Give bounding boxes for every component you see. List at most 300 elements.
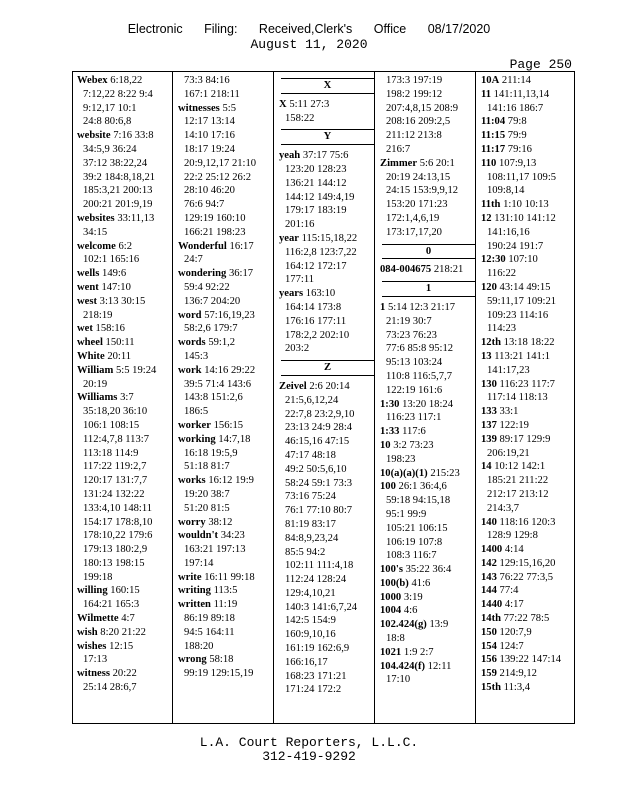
index-entry-line	[279, 246, 376, 260]
index-entry-line	[77, 267, 174, 281]
page-line-refs: 102:11 111:4,18	[285, 560, 354, 572]
page-line-refs: 46:15,16 47:15	[285, 436, 350, 448]
page-line-refs: 144:12 149:4,19	[285, 191, 355, 203]
footer-company: L.A. Court Reporters, L.L.C.	[199, 735, 419, 750]
index-entry-line	[481, 516, 578, 530]
page-line-refs: 129:19 160:10	[184, 212, 246, 224]
page-line-refs: 116:2,8 123:7,22	[285, 246, 357, 258]
page-line-refs: 131:24 132:22	[83, 488, 145, 500]
index-term: wish	[77, 626, 98, 638]
page-line-refs: 143:8 151:2,6	[184, 392, 243, 404]
page-line-refs: 161:19 162:6,9	[285, 643, 350, 655]
page-line-refs: 112:4,7,8 113:7	[83, 433, 150, 445]
index-entry-line	[380, 673, 477, 687]
page-line-refs: 116:22	[487, 268, 517, 280]
page-line-refs: 77:22 78:5	[503, 613, 550, 625]
page-line-refs: 160:9,10,16	[285, 629, 336, 641]
page-line-refs: 150:11	[105, 337, 135, 349]
index-entry-line	[380, 301, 477, 315]
index-entry-line	[77, 240, 174, 254]
index-term: 159	[481, 668, 497, 680]
page-line-refs: 5:14 12:3 21:17	[387, 301, 456, 313]
index-term: 154	[481, 640, 497, 652]
index-entry-line	[178, 391, 275, 405]
index-entry-line	[77, 322, 174, 336]
page-line-refs: 76:6 94:7	[184, 199, 225, 211]
page-line-refs: 22:7,8 23:2,9,10	[285, 408, 355, 420]
index-entry-line	[481, 309, 578, 323]
index-entry-line	[77, 460, 174, 474]
index-entry-line	[481, 502, 578, 516]
index-entry-line	[178, 240, 275, 254]
page-line-refs: 147:10	[101, 281, 131, 293]
index-term: 15th	[481, 682, 502, 694]
page-line-refs: 117:6	[402, 426, 426, 438]
index-entry-line	[481, 543, 578, 557]
page-line-refs: 201:16	[285, 219, 315, 231]
index-entry-line	[380, 102, 477, 116]
page-line-refs: 35:18,20 36:10	[83, 406, 148, 418]
page-line-refs: 112:24 128:24	[285, 574, 347, 586]
page-line-refs: 59:1,2	[208, 337, 236, 349]
index-entry-line	[481, 667, 578, 681]
page-line-refs: 33:11,13	[117, 212, 155, 224]
index-entry-line	[77, 516, 174, 530]
page-line-refs: 20:11	[107, 350, 132, 362]
index-entry-line	[178, 281, 275, 295]
page-line-refs: 142:5 154:9	[285, 615, 336, 627]
page-line-refs: 107:9,13	[498, 157, 537, 169]
page-line-refs: 110:8 116:5,7,7	[386, 370, 453, 382]
section-heading: Y	[281, 129, 374, 145]
index-entry-line	[380, 508, 477, 522]
page-line-refs: 4:6	[403, 605, 418, 617]
index-term: 100(b)	[380, 577, 409, 589]
page-line-refs: 14:7,18	[218, 433, 251, 445]
page-line-refs: 17:13	[83, 654, 108, 666]
page-line-refs: 120:17 131:7,7	[83, 475, 148, 487]
index-term: Webex	[77, 75, 108, 86]
index-entry-line	[77, 378, 174, 392]
index-entry-line	[178, 129, 275, 143]
index-term: 142	[481, 557, 497, 569]
index-entry-line	[481, 364, 578, 378]
index-entry-line	[481, 74, 578, 88]
page-line-refs: 149:6	[102, 268, 127, 280]
filing-label: Filing:	[204, 22, 238, 36]
index-entry-line	[279, 149, 376, 163]
index-entry-line	[77, 198, 174, 212]
index-entry-line	[279, 573, 376, 587]
index-entry-line	[481, 240, 578, 254]
index-entry-line	[77, 474, 174, 488]
page-line-refs: 163:10	[305, 288, 336, 300]
filing-electronic: Electronic	[127, 22, 183, 36]
index-entry-line	[178, 667, 275, 681]
index-entry-line	[481, 102, 578, 116]
index-entry-line	[178, 433, 275, 447]
index-entry-line	[178, 626, 275, 640]
page-line-refs: 3:7	[120, 392, 134, 404]
page-line-refs: 16:18 19:5,9	[184, 447, 238, 459]
index-entry-line	[481, 571, 578, 585]
page-line-refs: 81:19 83:17	[285, 518, 336, 530]
index-entry-line	[279, 628, 376, 642]
index-entry-line	[279, 546, 376, 560]
page-line-refs: 160:15	[110, 585, 140, 597]
index-entry-line	[481, 267, 578, 281]
index-column-2	[178, 74, 275, 722]
page-line-refs: 2:6 20:14	[309, 380, 350, 392]
index-entry-line	[380, 143, 477, 157]
index-term: 139	[481, 433, 497, 445]
index-term: 11:04	[481, 116, 506, 128]
page-line-refs: 113:21 141:1	[494, 350, 551, 362]
index-term: 102.424(g)	[380, 619, 427, 631]
page-line-refs: 14:10 17:16	[184, 130, 235, 142]
index-entry-line	[77, 488, 174, 502]
index-entry-line	[279, 301, 376, 315]
page-line-refs: 122:19	[499, 419, 529, 431]
index-entry-line	[279, 477, 376, 491]
page-line-refs: 1:9 2:7	[403, 646, 434, 658]
index-term: 084-004675	[380, 264, 432, 276]
page-line-refs: 158:16	[95, 323, 125, 335]
page-line-refs: 139:22 147:14	[499, 654, 562, 666]
index-term: year	[279, 232, 299, 244]
page-line-refs: 4:14	[504, 544, 524, 556]
index-entry-line	[481, 212, 578, 226]
index-entry-line	[279, 559, 376, 573]
index-entry-line	[279, 380, 376, 394]
index-term: William	[77, 364, 114, 376]
page-line-refs: 79:16	[507, 143, 532, 155]
page-line-refs: 36:17	[228, 268, 254, 280]
page-number: Page 250	[509, 57, 572, 72]
index-term: written	[178, 599, 211, 611]
page-line-refs: 168:23 171:21	[285, 670, 347, 682]
index-entry-line	[279, 670, 376, 684]
index-entry-line	[77, 405, 174, 419]
page-line-refs: 73:3 84:16	[184, 75, 230, 86]
index-term: X	[279, 98, 287, 110]
index-term: website	[77, 130, 111, 142]
page-line-refs: 200:21 201:9,19	[83, 199, 153, 211]
index-entry-line	[481, 419, 578, 433]
page-line-refs: 5:5 19:24	[115, 364, 157, 376]
index-term: yeah	[279, 150, 301, 162]
page-line-refs: 145:3	[184, 350, 209, 362]
page-line-refs: 7:12,22 8:22 9:4	[83, 88, 153, 100]
index-entry-line	[279, 642, 376, 656]
page-line-refs: 14:16 29:22	[204, 364, 256, 376]
index-entry-line	[380, 604, 477, 618]
index-term: wrong	[178, 654, 207, 666]
page-line-refs: 59:11,17 109:21	[487, 295, 557, 307]
hearing-date: August 11, 2020	[250, 37, 368, 52]
index-term: White	[77, 350, 105, 362]
page-line-refs: 76:22 77:3,5	[499, 571, 554, 583]
index-entry-line	[77, 157, 174, 171]
index-entry-line	[77, 571, 174, 585]
page-line-refs: 179:13 180:2,9	[83, 544, 148, 556]
page-line-refs: 12:11	[427, 660, 452, 672]
page-line-refs: 124:7	[499, 640, 524, 652]
page-line-refs: 164:21 165:3	[83, 599, 140, 611]
page-line-refs: 59:18 94:15,18	[386, 495, 451, 507]
index-term: 120	[481, 281, 497, 293]
page-line-refs: 24:7	[184, 254, 203, 266]
page-line-refs: 177:11	[285, 274, 315, 286]
index-term: witnesses	[178, 102, 220, 114]
page-line-refs: 13:20 18:24	[402, 398, 453, 410]
index-entry-line	[481, 640, 578, 654]
page-line-refs: 107:10	[508, 254, 538, 266]
page-line-refs: 21:19 30:7	[386, 315, 432, 327]
index-entry-line	[279, 490, 376, 504]
index-entry-line	[481, 322, 578, 336]
index-entry-line	[380, 115, 477, 129]
index-entry-line	[380, 184, 477, 198]
page-line-refs: 140:3 141:6,7,24	[285, 601, 358, 613]
index-entry-line	[178, 102, 275, 116]
index-entry-line	[481, 171, 578, 185]
index-term: 13	[481, 350, 492, 362]
page-line-refs: 185:21 211:22	[487, 475, 549, 487]
page-line-refs: 9:12,17 10:1	[83, 102, 137, 114]
page-line-refs: 11:19	[213, 599, 238, 611]
index-entry-line	[77, 653, 174, 667]
index-term: welcome	[77, 240, 116, 252]
index-term: 14	[481, 461, 492, 473]
index-entry-line	[481, 143, 578, 157]
filing-office: Office	[373, 22, 407, 36]
page-line-refs: 8:20 21:22	[100, 626, 146, 638]
page-line-refs: 95:1 99:9	[386, 508, 427, 520]
index-entry-line	[77, 88, 174, 102]
page-line-refs: 133:4,10 148:11	[83, 502, 153, 514]
page-line-refs: 99:19 129:15,19	[184, 668, 254, 680]
page-line-refs: 113:5	[213, 585, 238, 597]
page-line-refs: 154:17 178:8,10	[83, 516, 153, 528]
index-entry-line	[77, 226, 174, 240]
page-line-refs: 4:17	[504, 599, 524, 611]
index-entry-line	[380, 646, 477, 660]
index-entry-line	[279, 518, 376, 532]
page-line-refs: 41:6	[411, 577, 431, 589]
index-entry-line	[279, 163, 376, 177]
page-line-refs: 197:14	[184, 557, 214, 569]
footer-phone: 312-419-9292	[262, 749, 356, 764]
index-term: 11	[481, 88, 492, 100]
page-line-refs: 199:18	[83, 571, 113, 583]
page-line-refs: 37:17 75:6	[302, 150, 349, 162]
index-entry-line	[380, 480, 477, 494]
index-term: 10A	[481, 75, 500, 86]
index-term: writing	[178, 585, 211, 597]
index-term: Zeivel	[279, 380, 307, 392]
page-line-refs: 129:15,16,20	[499, 557, 556, 569]
index-entry-line	[279, 463, 376, 477]
index-entry-line	[481, 405, 578, 419]
index-entry-line	[178, 267, 275, 281]
index-term: worker	[178, 419, 211, 431]
page-line-refs: 94:5 164:11	[184, 626, 235, 638]
index-entry-line	[380, 384, 477, 398]
page-line-refs: 18:17 19:24	[184, 143, 235, 155]
page-line-refs: 208:16 209:2,5	[386, 116, 451, 128]
page-line-refs: 20:19 24:13,15	[386, 171, 451, 183]
page-line-refs: 34:15	[83, 226, 108, 238]
page-line-refs: 188:20	[184, 640, 214, 652]
index-entry-line	[77, 102, 174, 116]
page-line-refs: 116:23 117:1	[386, 412, 442, 424]
page-line-refs: 186:5	[184, 406, 209, 418]
page-line-refs: 26:1 36:4,6	[398, 481, 447, 493]
page-line-refs: 207:4,8,15 208:9	[386, 102, 459, 114]
page-line-refs: 190:24 191:7	[487, 240, 544, 252]
index-term: 1:33	[380, 426, 400, 438]
index-entry-line	[178, 322, 275, 336]
page-line-refs: 117:22 119:2,7	[83, 461, 147, 473]
page-line-refs: 198:23	[386, 453, 416, 465]
index-entry-line	[178, 198, 275, 212]
index-entry-line	[380, 88, 477, 102]
index-entry-line	[380, 439, 477, 453]
index-entry-line	[279, 329, 376, 343]
page-line-refs: 16:11 99:18	[204, 571, 255, 583]
index-entry-line	[380, 591, 477, 605]
page-line-refs: 156:15	[213, 419, 244, 431]
page-line-refs: 77:4	[499, 585, 519, 597]
page-line-refs: 85:5 94:2	[285, 546, 326, 558]
page-line-refs: 136:7 204:20	[184, 295, 241, 307]
index-entry-line	[178, 584, 275, 598]
page-line-refs: 206:19,21	[487, 447, 530, 459]
index-entry-line	[77, 336, 174, 350]
page-line-refs: 12:15	[109, 640, 134, 652]
page-line-refs: 128:9 129:8	[487, 530, 538, 542]
index-entry-line	[481, 129, 578, 143]
index-entry-line	[279, 177, 376, 191]
page-line-refs: 218:19	[83, 309, 113, 321]
page-line-refs: 34:5,9 36:24	[83, 143, 137, 155]
index-term: 104.424(f)	[380, 660, 426, 672]
index-entry-line	[77, 433, 174, 447]
page-line-refs: 216:7	[386, 143, 411, 155]
index-entry-line	[178, 612, 275, 626]
page-line-refs: 43:14 49:15	[499, 281, 551, 293]
index-entry-line	[481, 681, 578, 695]
page-line-refs: 214:3,7	[487, 502, 520, 514]
page-line-refs: 6:2	[118, 240, 133, 252]
index-term: Wilmette	[77, 613, 119, 625]
page-line-refs: 3:2 73:23	[393, 439, 434, 451]
index-entry-line	[77, 212, 174, 226]
index-term: 1000	[380, 591, 402, 603]
index-term: 10(a)(a)(1)	[380, 467, 428, 479]
index-entry-line	[178, 143, 275, 157]
page-line-refs: 21:5,6,12,24	[285, 394, 339, 406]
index-entry-line	[178, 115, 275, 129]
page-line-refs: 172:1,4,6,19	[386, 212, 440, 224]
index-term: 11th	[481, 199, 501, 211]
index-entry-line	[77, 143, 174, 157]
filing-received: Received,Clerk's	[258, 22, 353, 36]
index-entry-line	[481, 612, 578, 626]
section-heading: X	[281, 78, 374, 94]
index-entry-line	[279, 449, 376, 463]
page-line-refs: 218:21	[433, 264, 464, 276]
page-line-refs: 16:12 19:9	[208, 475, 254, 487]
index-entry-line	[178, 212, 275, 226]
index-term: 140	[481, 516, 497, 528]
index-entry-line	[178, 502, 275, 516]
index-entry-line	[279, 504, 376, 518]
index-entry-line	[178, 640, 275, 654]
index-column-5	[481, 74, 578, 722]
index-entry-line	[481, 336, 578, 350]
index-entry-line	[481, 584, 578, 598]
index-term: 1440	[481, 599, 503, 611]
index-entry-line	[77, 253, 174, 267]
index-term: word	[178, 309, 202, 321]
index-entry-line	[178, 309, 275, 323]
index-term: years	[279, 288, 304, 300]
index-entry-line	[178, 474, 275, 488]
page-line-refs: 173:17,17,20	[386, 226, 442, 238]
index-entry-line	[481, 598, 578, 612]
page-line-refs: 35:22 36:4	[405, 564, 452, 576]
page-line-refs: 166:16,17	[285, 656, 328, 668]
page-line-refs: 28:10 46:20	[184, 185, 235, 197]
page-line-refs: 109:23 114:16	[487, 309, 549, 321]
index-term: willing	[77, 585, 108, 597]
index-entry-line	[77, 171, 174, 185]
filing-stamp	[0, 22, 618, 36]
index-entry-line	[481, 350, 578, 364]
page-line-refs: 86:19 89:18	[184, 613, 235, 625]
index-entry-line	[178, 543, 275, 557]
page-line-refs: 4:7	[121, 613, 135, 625]
index-entry-line	[178, 74, 275, 88]
index-term: Zimmer	[380, 157, 418, 169]
index-column-1	[77, 74, 174, 722]
index-entry-line	[178, 488, 275, 502]
index-term: 12	[481, 212, 492, 224]
index-entry-line	[178, 447, 275, 461]
index-term: 14th	[481, 613, 502, 625]
page-line-refs: 171:24 172:2	[285, 684, 342, 696]
page-line-refs: 18:8	[386, 633, 405, 645]
page-line-refs: 79:8	[507, 116, 527, 128]
index-entry-line	[77, 295, 174, 309]
index-entry-line	[178, 184, 275, 198]
page-line-refs: 59:4 92:22	[184, 281, 230, 293]
page-line-refs: 117:14 118:13	[487, 392, 548, 404]
page-line-refs: 39:2 184:8,18,21	[83, 171, 156, 183]
index-entry-line	[279, 260, 376, 274]
page-line-refs: 58:2,6 179:7	[184, 323, 238, 335]
index-term: witness	[77, 668, 110, 680]
page-line-refs: 163:21 197:13	[184, 544, 246, 556]
index-entry-line	[380, 329, 477, 343]
index-entry-line	[481, 184, 578, 198]
index-entry-line	[279, 273, 376, 287]
page-line-refs: 20:22	[112, 668, 137, 680]
index-entry-line	[380, 129, 477, 143]
index-entry-line	[77, 350, 174, 364]
